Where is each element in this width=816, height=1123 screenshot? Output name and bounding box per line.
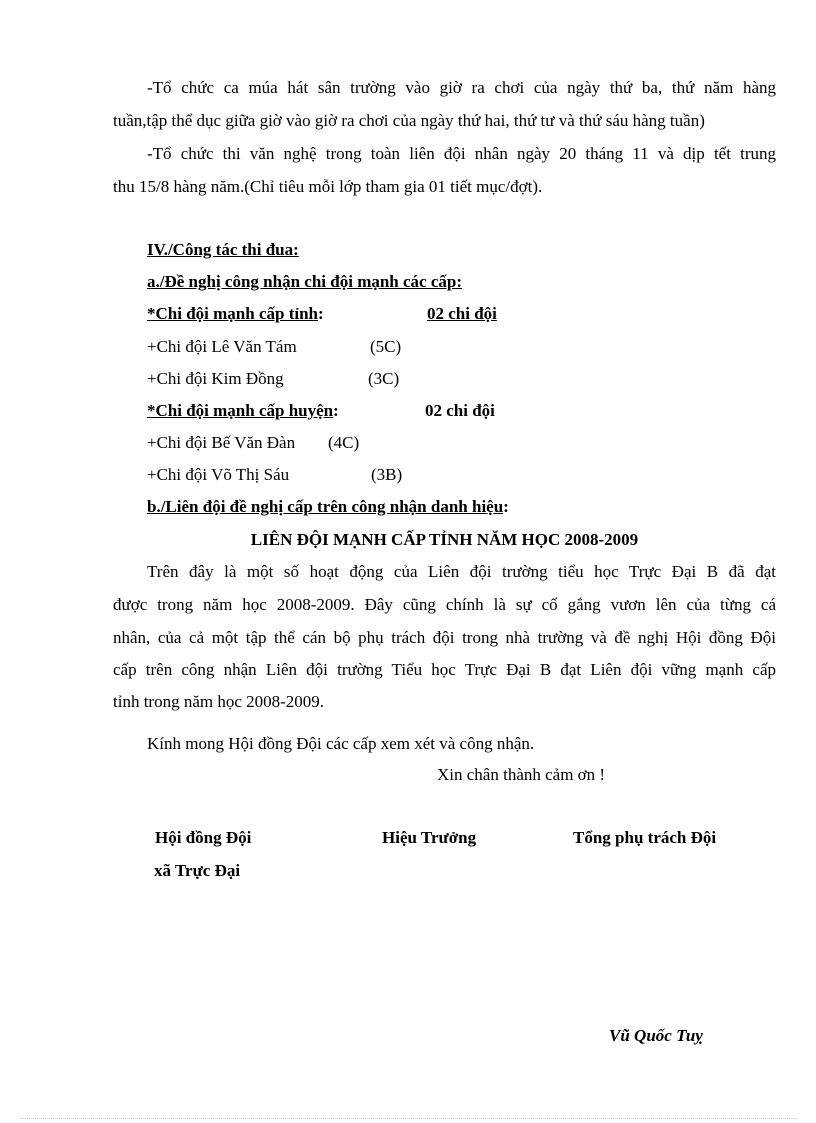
signature-council-location: xã Trực Đại [154,861,241,880]
district-item-class: (3B) [371,465,403,484]
signature-leader-name: Vũ Quốc Tuỵ [609,1026,703,1045]
province-item-name: +Chi đội Kim Đồng [147,369,284,388]
paragraph1-line1: -Tổ chức ca múa hát sân trường vào giờ ra chơi của ngày thứ ba, thứ năm hàng [147,78,776,97]
paragraph1-line2: tuần,tập thể dục giữa giờ vào giờ ra chơi của ngày thứ hai, thứ tư và thứ sáu hàng tuần) [113,111,705,130]
province-label: *Chi đội mạnh cấp tỉnh: [147,304,324,323]
signature-leader-title: Tổng phụ trách Đội [573,828,717,847]
paragraph2-line2: thu 15/8 hàng năm.(Chỉ tiêu mỗi lớp tham gia 01 tiết mục/đợt). [113,177,543,196]
subsection-a-heading: a./Đề nghị công nhận chi đội mạnh các cấp: [147,272,463,291]
closing-line4: cấp trên công nhận Liên đội trường Tiểu học Trực Đại B đạt Liên đội vững mạnh cấp [113,660,776,679]
district-count: 02 chi đội [425,401,495,420]
closing-line1: Trên đây là một số hoạt động của Liên đội trường tiểu học Trực Đại B đã đạt [147,562,776,581]
subsection-b-heading: b./Liên đội đề nghị cấp trên công nhận danh hiệu: [147,497,509,516]
page-bottom-divider [20,1118,796,1119]
closing-line2: được trong năm học 2008-2009. Đây cũng chính là sự cố gắng vươn lên của từng cá [113,595,776,614]
closing-line5: tỉnh trong năm học 2008-2009. [113,692,325,711]
province-item-class: (3C) [368,369,400,388]
district-item-name: +Chi đội Bế Văn Đàn [147,433,296,452]
district-item-class: (4C) [328,433,360,452]
request-line: Kính mong Hội đồng Đội các cấp xem xét và công nhận. [147,734,535,753]
province-count: 02 chi đội [427,304,497,323]
district-label: *Chi đội mạnh cấp huyện: [147,401,339,420]
province-item-class: (5C) [370,337,402,356]
province-item-name: +Chi đội Lê Văn Tám [147,337,297,356]
award-title: LIÊN ĐỘI MẠNH CẤP TỈNH NĂM HỌC 2008-2009 [250,530,639,549]
closing-line3: nhân, của cả một tập thể cán bộ phụ trách đội trong nhà trường và đề nghị Hội đồng Đội [113,628,776,647]
thanks-line: Xin chân thành cảm ơn ! [437,765,606,784]
signature-principal-title: Hiệu Trưởng [382,828,477,847]
signature-council-title: Hội đồng Đội [155,828,252,847]
district-item-name: +Chi đội Võ Thị Sáu [147,465,290,484]
paragraph2-line1: -Tổ chức thi văn nghệ trong toàn liên đội nhân ngày 20 tháng 11 và dịp tết trung [147,144,776,163]
section-heading: IV./Công tác thi đua: [147,240,299,259]
